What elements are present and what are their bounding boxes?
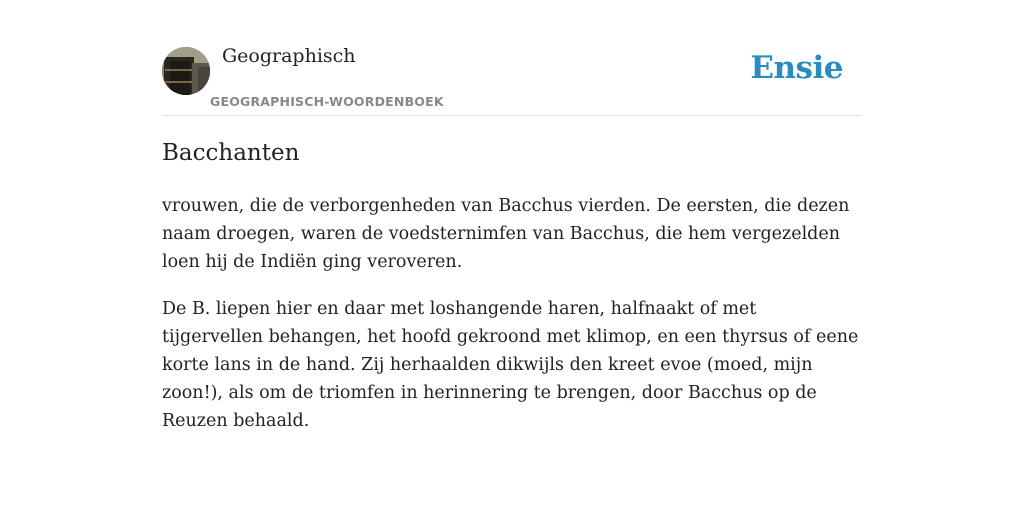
source-avatar[interactable] (162, 47, 210, 95)
entry-paragraph: De B. liepen hier en daar met loshangende haren, halfnaakt of met tijgervellen behangen, het hoofd gekroond met klimop, en een thyrsus of eene korte lans in de hand. Zij herhaalden dikwijls den kreet evoe (moed, mijn zoon!), als om de triomfen in herinnering te brengen, door Bacchus op de Reuzen behaald. (162, 299, 859, 431)
source-slug[interactable]: GEOGRAPHISCH-WOORDENBOEK (210, 94, 444, 109)
entry-header (162, 0, 862, 116)
source-title[interactable]: Geographisch (222, 45, 356, 67)
entry-card (162, 0, 862, 431)
books-photo-icon (162, 47, 210, 95)
entry-paragraph: vrouwen, die de verborgenheden van Bacchus vierden. De eersten, die dezen naam droegen, waren de voedsternimfen van Bacchus, die hem vergezelden loen hij de Indiën ging veroveren. (162, 196, 850, 272)
entry-title: Bacchanten (162, 140, 300, 166)
brand-logo[interactable]: Ensie (750, 50, 843, 86)
entry-body (162, 192, 862, 454)
